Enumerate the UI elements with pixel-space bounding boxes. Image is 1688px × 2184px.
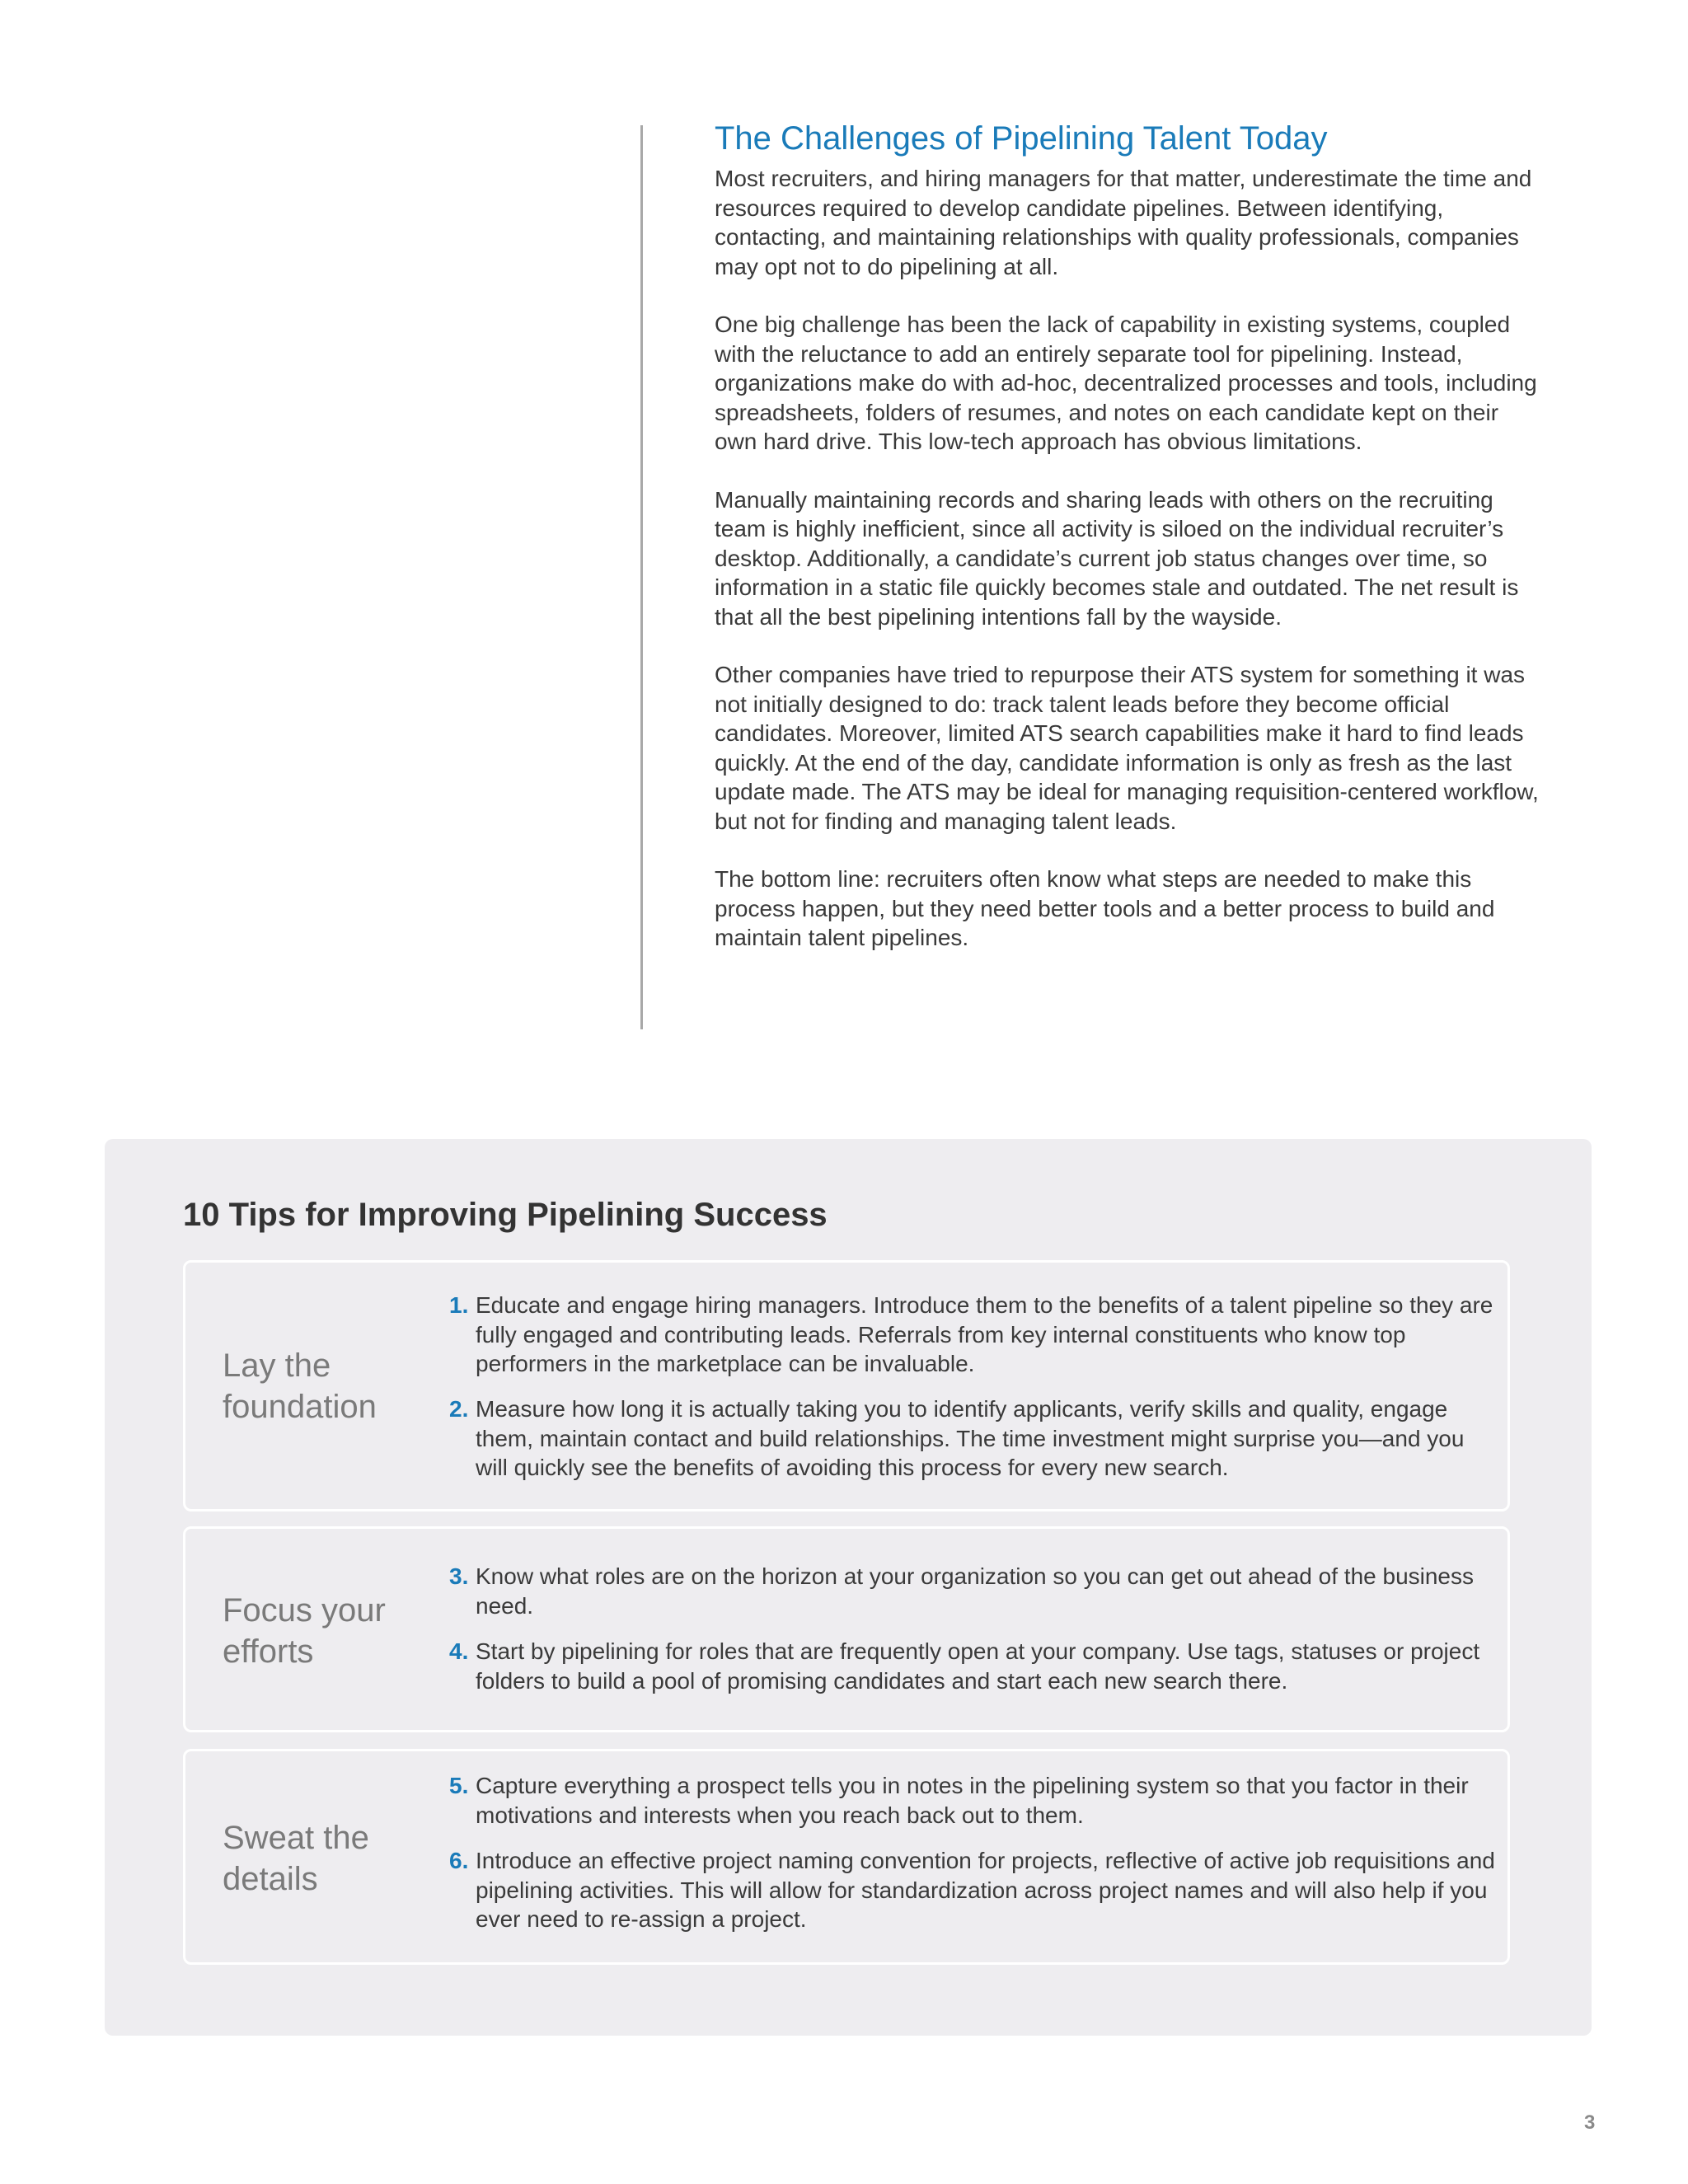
tip-text: Measure how long it is actually taking you to identify applicants, verify skills and quality, engage them, maintain contact and build relationships. The time investment might surprise you—and you will quickly see the benefits of avoiding this process for every new search. — [476, 1396, 1465, 1480]
tip-item — [449, 1846, 1496, 1934]
tip-card-foundation — [183, 1260, 1510, 1511]
tip-card-details — [183, 1749, 1510, 1965]
tip-text: Educate and engage hiring managers. Introduce them to the benefits of a talent pipeline so they are fully engaged and contributing leads. Referrals from key internal constituents who know top performers in the marketplace can be invaluable. — [476, 1292, 1493, 1376]
tip-number: 2. — [449, 1396, 469, 1422]
page-number: 3 — [1584, 2111, 1596, 2134]
tip-number: 4. — [449, 1638, 469, 1664]
tip-item — [449, 1291, 1496, 1379]
tip-number: 1. — [449, 1292, 469, 1318]
tip-item — [449, 1562, 1496, 1620]
tip-text: Capture everything a prospect tells you in notes in the pipelining system so that you factor in their motivations and interests when you reach back out to them. — [476, 1773, 1469, 1828]
tip-item — [449, 1394, 1496, 1483]
article-title: The Challenges of Pipelining Talent Today — [715, 120, 1328, 157]
tip-card-heading: Sweat the details — [223, 1820, 369, 1897]
tip-item — [449, 1771, 1496, 1830]
article-paragraph: Manually maintaining records and sharing leads with others on the recruiting team is highly inefficient, since all activity is siloed on the individual recruiter’s desktop. Additionally, a candidate’s current job status changes over time, so information in a static file quickly becomes stale and outdated. The net result is that all the best pipelining intentions fall by the wayside. — [715, 486, 1519, 630]
tip-number: 3. — [449, 1563, 469, 1589]
tip-item — [449, 1637, 1496, 1695]
article-paragraph: Most recruiters, and hiring managers for that matter, underestimate the time and resources required to develop candidate pipelines. Between identifying, contacting, and maintaining relationships with quality professionals, companies may opt not to do pipelining at all. — [715, 166, 1532, 279]
tip-card-focus — [183, 1526, 1510, 1732]
article — [715, 118, 1539, 982]
article-paragraph: The bottom line: recruiters often know what steps are needed to make this process happen, but they need better tools and a better process to build and maintain talent pipelines. — [715, 866, 1495, 950]
tip-text: Start by pipelining for roles that are frequently open at your company. Use tags, statuses or project folders to build a pool of promising candidates and start each new search there. — [476, 1638, 1480, 1694]
tip-card-heading: Lay the foundation — [223, 1347, 377, 1425]
tips-panel — [105, 1139, 1592, 2036]
article-paragraph: One big challenge has been the lack of capability in existing systems, coupled with the reluctance to add an entirely separate tool for pipelining. Instead, organizations make do with ad-hoc, decentralized processes and tools, including spreadsheets, folders of resumes, and notes on each candidate kept on their own hard drive. This low-tech approach has obvious limitations. — [715, 312, 1537, 454]
tip-number: 6. — [449, 1848, 469, 1873]
tips-title: 10 Tips for Improving Pipelining Success — [183, 1197, 828, 1233]
article-paragraph: Other companies have tried to repurpose their ATS system for something it was not initially designed to do: track talent leads before they become official candidates. Moreover, limited ATS search capabilities make it hard to find leads quickly. At the end of the day, candidate information is only as fresh as the last update made. The ATS may be ideal for managing requisition-centered workflow, but not for finding and managing talent leads. — [715, 662, 1539, 834]
tip-number: 5. — [449, 1773, 469, 1798]
vertical-divider — [640, 125, 643, 1029]
tip-card-heading: Focus your efforts — [223, 1592, 386, 1670]
tip-text: Know what roles are on the horizon at your organization so you can get out ahead of the business need. — [476, 1563, 1474, 1619]
tip-text: Introduce an effective project naming convention for projects, reflective of active job requisitions and pipelining activities. This will allow for standardization across project names and will also help if you ever need to re-assign a project. — [476, 1848, 1495, 1932]
